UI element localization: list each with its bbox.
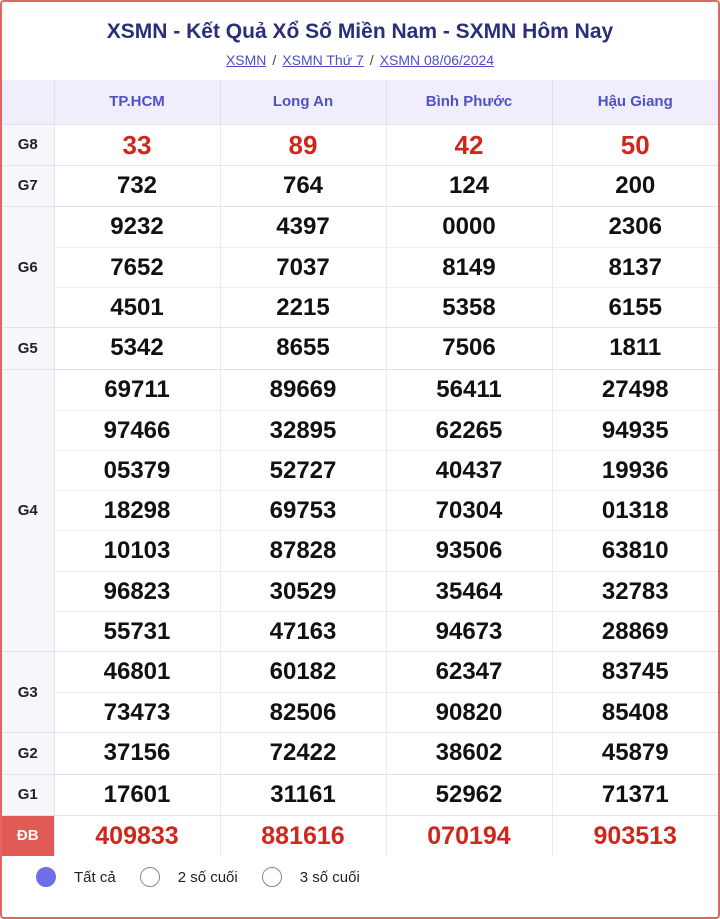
prize-row-db <box>2 815 718 856</box>
prize-number: 7652 <box>55 247 220 287</box>
prize-number: 30529 <box>221 571 386 611</box>
prize-number: 2215 <box>221 287 386 327</box>
prize-label: G3 <box>2 651 54 732</box>
province-header-tphcm: TP.HCM <box>54 80 220 124</box>
prize-row-g2 <box>2 733 718 774</box>
prize-number: 881616 <box>261 821 345 850</box>
prize-number: 37156 <box>103 739 171 767</box>
prize-number: 1811 <box>609 334 662 362</box>
filter-label: Tất cả <box>74 868 116 886</box>
prize-number: 83745 <box>601 657 669 685</box>
filter-last-3[interactable] <box>262 867 360 887</box>
prize-number: 69711 <box>104 375 170 403</box>
prize-number: 8137 <box>553 247 719 287</box>
prize-number: 6155 <box>553 287 719 327</box>
breadcrumb-separator: / <box>272 52 277 68</box>
prize-cell <box>386 124 552 165</box>
prize-cell <box>54 815 220 856</box>
prize-number: 52962 <box>435 780 503 808</box>
prize-cell <box>386 206 552 328</box>
radio-icon[interactable] <box>140 867 160 887</box>
prize-cell <box>386 815 552 856</box>
prize-cell <box>386 165 552 206</box>
prize-cell <box>552 815 718 856</box>
prize-cell <box>552 124 718 165</box>
prize-number: 409833 <box>95 821 179 850</box>
prize-row-g7 <box>2 165 718 206</box>
corner-cell <box>2 80 54 124</box>
breadcrumb-separator: / <box>369 52 374 68</box>
prize-number: 96823 <box>55 571 220 611</box>
breadcrumb <box>2 51 718 69</box>
prize-number: 71371 <box>601 780 669 808</box>
prize-cell <box>220 815 386 856</box>
prize-number: 82506 <box>221 692 386 732</box>
radio-selected-icon[interactable] <box>36 867 56 887</box>
prize-number: 01318 <box>553 490 719 530</box>
prize-row-g1 <box>2 774 718 815</box>
prize-number: 4397 <box>276 212 330 240</box>
prize-cell <box>220 206 386 328</box>
prize-number: 94935 <box>553 410 719 450</box>
prize-number: 87828 <box>221 530 386 570</box>
prize-number: 8149 <box>387 247 552 287</box>
prize-cell <box>54 165 220 206</box>
prize-number: 40437 <box>387 450 552 490</box>
prize-number: 46801 <box>103 657 171 685</box>
prize-number: 90820 <box>387 692 552 732</box>
prize-row-g6 <box>2 206 718 328</box>
prize-number: 93506 <box>387 530 552 570</box>
prize-label: ĐB <box>2 815 54 856</box>
prize-number: 7506 <box>442 334 496 362</box>
prize-cell <box>54 328 220 369</box>
prize-cell <box>54 774 220 815</box>
filter-last-2[interactable] <box>140 867 238 887</box>
prize-row-g8 <box>2 124 718 165</box>
prize-number: 73473 <box>55 692 220 732</box>
page-header <box>2 2 718 80</box>
prize-number: 72422 <box>269 739 337 767</box>
breadcrumb-link-weekday[interactable]: XSMN Thứ 7 <box>282 52 364 68</box>
prize-number: 124 <box>448 171 490 199</box>
prize-label: G6 <box>2 206 54 328</box>
prize-number: 63810 <box>553 530 719 570</box>
province-header-long-an: Long An <box>220 80 386 124</box>
prize-number: 070194 <box>427 821 511 850</box>
prize-cell <box>54 124 220 165</box>
prize-number: 28869 <box>553 611 719 651</box>
prize-number: 47163 <box>221 611 386 651</box>
prize-number: 903513 <box>593 821 677 850</box>
prize-label: G2 <box>2 733 54 774</box>
prize-number: 05379 <box>55 450 220 490</box>
prize-number: 55731 <box>55 611 220 651</box>
prize-cell <box>220 774 386 815</box>
prize-cell <box>386 369 552 651</box>
prize-cell <box>552 774 718 815</box>
prize-number: 8655 <box>276 334 330 362</box>
page-title: XSMN - Kết Quả Xổ Số Miền Nam - SXMN Hôm Nay <box>106 20 614 43</box>
prize-cell <box>54 369 220 651</box>
prize-number: 85408 <box>553 692 719 732</box>
results-table <box>2 80 718 856</box>
prize-number: 18298 <box>55 490 220 530</box>
filter-label: 2 số cuối <box>177 868 238 886</box>
prize-row-g3 <box>2 651 718 732</box>
digit-filter-group <box>36 867 384 887</box>
prize-number: 5358 <box>387 287 552 327</box>
prize-cell <box>220 369 386 651</box>
breadcrumb-link-xsmn[interactable]: XSMN <box>225 52 267 68</box>
prize-cell <box>386 774 552 815</box>
prize-number: 70304 <box>387 490 552 530</box>
prize-number: 89 <box>288 129 318 160</box>
prize-number: 60182 <box>269 657 337 685</box>
prize-cell <box>386 651 552 732</box>
breadcrumb-link-date[interactable]: XSMN 08/06/2024 <box>379 52 495 68</box>
prize-number: 42 <box>454 129 484 160</box>
prize-cell <box>54 651 220 732</box>
prize-cell <box>552 369 718 651</box>
prize-cell <box>220 328 386 369</box>
prize-number: 0000 <box>442 212 496 240</box>
prize-cell <box>552 328 718 369</box>
prize-number: 69753 <box>221 490 386 530</box>
prize-number: 94673 <box>387 611 552 651</box>
prize-cell <box>386 733 552 774</box>
province-header-binh-phuoc: Bình Phước <box>386 80 552 124</box>
prize-label: G5 <box>2 328 54 369</box>
prize-number: 89669 <box>269 375 337 403</box>
prize-number: 2306 <box>608 212 662 240</box>
prize-label: G7 <box>2 165 54 206</box>
prize-number: 62347 <box>435 657 503 685</box>
prize-cell <box>386 328 552 369</box>
prize-cell <box>552 206 718 328</box>
prize-number: 27498 <box>601 375 669 403</box>
prize-number: 45879 <box>601 739 669 767</box>
prize-label: G8 <box>2 124 54 165</box>
prize-cell <box>54 206 220 328</box>
prize-number: 52727 <box>221 450 386 490</box>
prize-number: 764 <box>282 171 324 199</box>
prize-number: 4501 <box>55 287 220 327</box>
prize-row-g5 <box>2 328 718 369</box>
prize-number: 56411 <box>436 375 502 403</box>
filter-all[interactable] <box>36 867 116 887</box>
prize-number: 9232 <box>110 212 164 240</box>
prize-cell <box>552 165 718 206</box>
prize-label: G1 <box>2 774 54 815</box>
prize-number: 32783 <box>553 571 719 611</box>
prize-cell <box>220 733 386 774</box>
prize-number: 17601 <box>103 780 171 808</box>
prize-cell <box>220 124 386 165</box>
prize-cell <box>54 733 220 774</box>
prize-cell <box>552 733 718 774</box>
prize-label: G4 <box>2 369 54 651</box>
prize-number: 33 <box>122 129 152 160</box>
province-header-hau-giang: Hậu Giang <box>552 80 718 124</box>
prize-cell <box>552 651 718 732</box>
prize-number: 62265 <box>387 410 552 450</box>
prize-number: 97466 <box>55 410 220 450</box>
prize-number: 32895 <box>221 410 386 450</box>
prize-number: 50 <box>620 129 650 160</box>
radio-icon[interactable] <box>262 867 282 887</box>
prize-number: 10103 <box>55 530 220 570</box>
prize-number: 7037 <box>221 247 386 287</box>
province-header-row <box>2 80 718 124</box>
prize-number: 732 <box>116 171 158 199</box>
filter-label: 3 số cuối <box>299 868 360 886</box>
prize-row-g4 <box>2 369 718 651</box>
prize-number: 19936 <box>553 450 719 490</box>
prize-number: 200 <box>615 171 656 199</box>
prize-number: 31161 <box>270 780 336 808</box>
prize-number: 35464 <box>387 571 552 611</box>
prize-cell <box>220 165 386 206</box>
prize-number: 5342 <box>110 334 164 362</box>
prize-number: 38602 <box>435 739 503 767</box>
prize-cell <box>220 651 386 732</box>
